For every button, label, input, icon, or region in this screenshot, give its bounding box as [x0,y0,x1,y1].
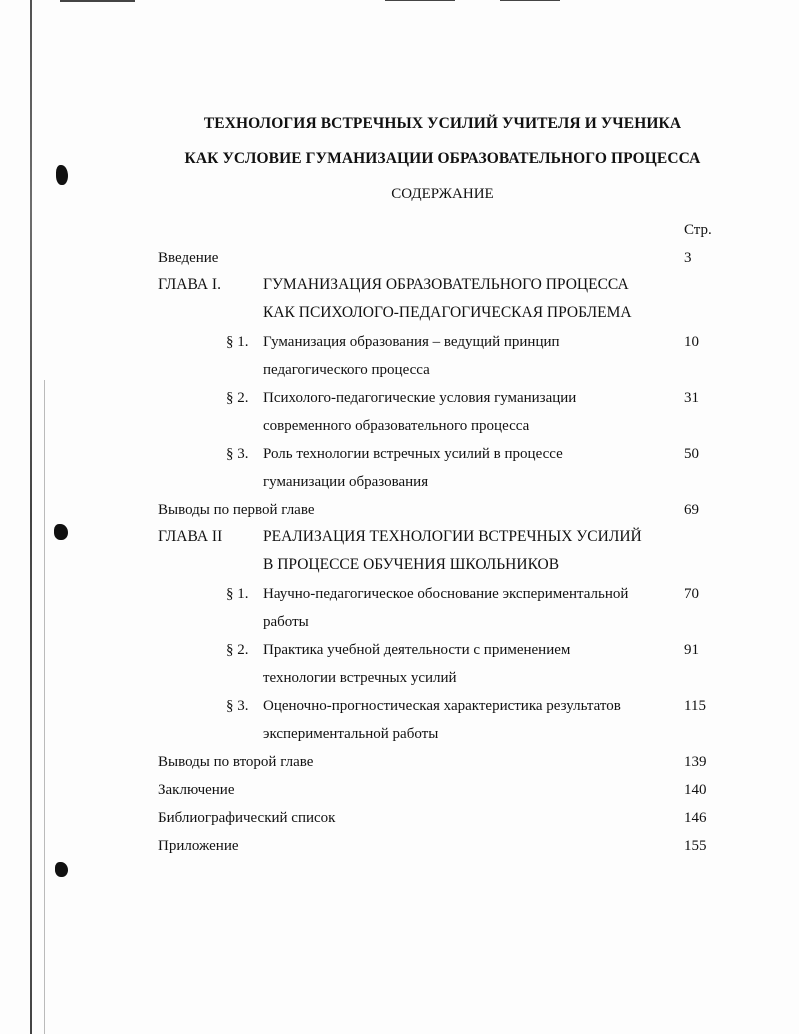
toc-ch1-s2-line1: Психолого-педагогические условия гуманизации [263,390,577,406]
toc-appendix-page: 155 [684,838,707,854]
scan-top-mark [385,0,455,1]
toc-ch2-s1-line2: работы [263,614,309,630]
document-title-line2: КАК УСЛОВИЕ ГУМАНИЗАЦИИ ОБРАЗОВАТЕЛЬНОГО ПРОЦЕССА [184,150,701,167]
toc-chapter2-label: ГЛАВА II [158,528,223,545]
toc-bibliography-page: 146 [684,810,707,826]
toc-conclusion-page: 140 [684,782,707,798]
toc-chapter1-label: ГЛАВА I. [158,276,221,293]
toc-ch2-s1-line1: Научно-педагогическое обоснование экспериментальной [263,586,629,602]
contents-heading: СОДЕРЖАНИЕ [391,186,494,202]
toc-intro-page: 3 [684,250,692,266]
toc-conclusion-label: Заключение [158,782,235,798]
toc-ch1-s2-page: 31 [684,390,699,406]
toc-chapter1-title-line2: КАК ПСИХОЛОГО-ПЕДАГОГИЧЕСКАЯ ПРОБЛЕМА [263,304,632,321]
toc-ch1-s2-num: § 2. [226,390,249,406]
scan-left-edge-secondary [44,380,45,1034]
toc-conclusions1-label: Выводы по первой главе [158,502,315,518]
toc-ch2-s3-line2: экспериментальной работы [263,726,439,742]
toc-chapter2-title-line1: РЕАЛИЗАЦИЯ ТЕХНОЛОГИИ ВСТРЕЧНЫХ УСИЛИЙ [263,528,642,545]
toc-ch1-s1-line1: Гуманизация образования – ведущий принцип [263,334,560,350]
toc-appendix-label: Приложение [158,838,239,854]
toc-ch2-s2-page: 91 [684,642,699,658]
toc-ch2-s2-line1: Практика учебной деятельности с применением [263,642,571,658]
toc-ch2-s2-line2: технологии встречных усилий [263,670,457,686]
toc-ch2-s1-num: § 1. [226,586,249,602]
toc-chapter1-title-line1: ГУМАНИЗАЦИЯ ОБРАЗОВАТЕЛЬНОГО ПРОЦЕССА [263,276,629,293]
toc-conclusions2-page: 139 [684,754,707,770]
toc-ch1-s1-line2: педагогического процесса [263,362,430,378]
scan-blot [55,862,68,877]
toc-ch1-s3-line2: гуманизации образования [263,474,429,490]
toc-ch1-s3-page: 50 [684,446,699,462]
toc-ch2-s2-num: § 2. [226,642,249,658]
toc-conclusions1-page: 69 [684,502,699,518]
toc-intro-label: Введение [158,250,219,266]
toc-ch1-s3-num: § 3. [226,446,249,462]
toc-bibliography-label: Библиографический список [158,810,336,826]
toc-ch2-s1-page: 70 [684,586,699,602]
page-column-label: Стр. [684,222,712,238]
toc-ch1-s3-line1: Роль технологии встречных усилий в процессе [263,446,563,462]
scan-blot [56,165,68,185]
scan-top-mark [500,0,560,1]
toc-conclusions2-label: Выводы по второй главе [158,754,314,770]
toc-ch1-s2-line2: современного образовательного процесса [263,418,530,434]
scan-blot [54,524,68,540]
toc-ch2-s3-num: § 3. [226,698,249,714]
toc-ch1-s1-page: 10 [684,334,699,350]
document-title-line1: ТЕХНОЛОГИЯ ВСТРЕЧНЫХ УСИЛИЙ УЧИТЕЛЯ И УЧЕНИКА [203,115,682,132]
scan-top-mark [60,0,135,2]
toc-ch1-s1-num: § 1. [226,334,249,350]
toc-ch2-s3-line1: Оценочно-прогностическая характеристика результатов [263,698,621,714]
toc-chapter2-title-line2: В ПРОЦЕССЕ ОБУЧЕНИЯ ШКОЛЬНИКОВ [263,556,560,573]
toc-ch2-s3-page: 115 [684,698,706,714]
